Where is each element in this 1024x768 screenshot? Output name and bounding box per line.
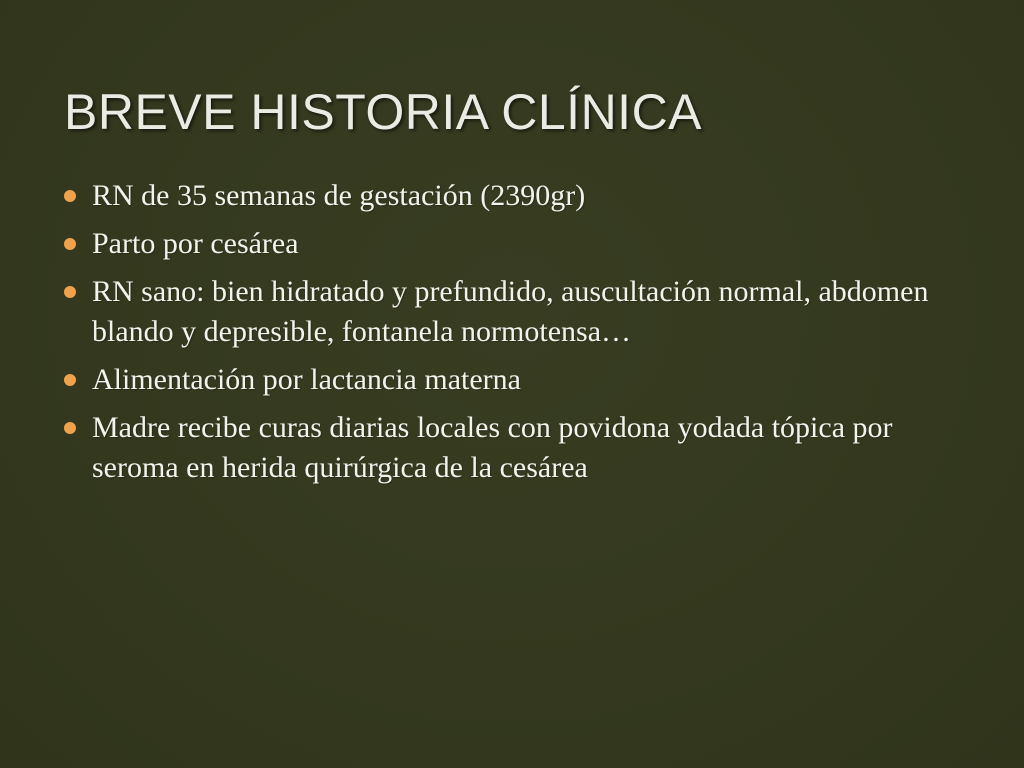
bullet-item [64,272,944,352]
bullet-text: Alimentación por lactancia materna [92,363,521,396]
bullet-item [64,408,944,488]
bullet-dot-icon [64,374,76,386]
slide-title: BREVE HISTORIA CLÍNICA [64,84,703,140]
bullet-dot-icon [64,286,76,298]
bullet-dot-icon [64,190,76,202]
bullet-dot-icon [64,238,76,250]
bullet-text: Parto por cesárea [92,227,299,260]
bullet-text: RN de 35 semanas de gestación (2390gr) [92,179,586,212]
bullet-item [64,224,944,264]
bullet-list [64,176,944,496]
bullet-dot-icon [64,422,76,434]
bullet-item [64,360,944,400]
bullet-item [64,176,944,216]
bullet-text: Madre recibe curas diarias locales con povidona yodada tópica por seroma en herida quirúrgica de la cesárea [92,411,893,484]
bullet-text: RN sano: bien hidratado y prefundido, auscultación normal, abdomen blando y depresible, fontanela normotensa… [92,275,929,348]
